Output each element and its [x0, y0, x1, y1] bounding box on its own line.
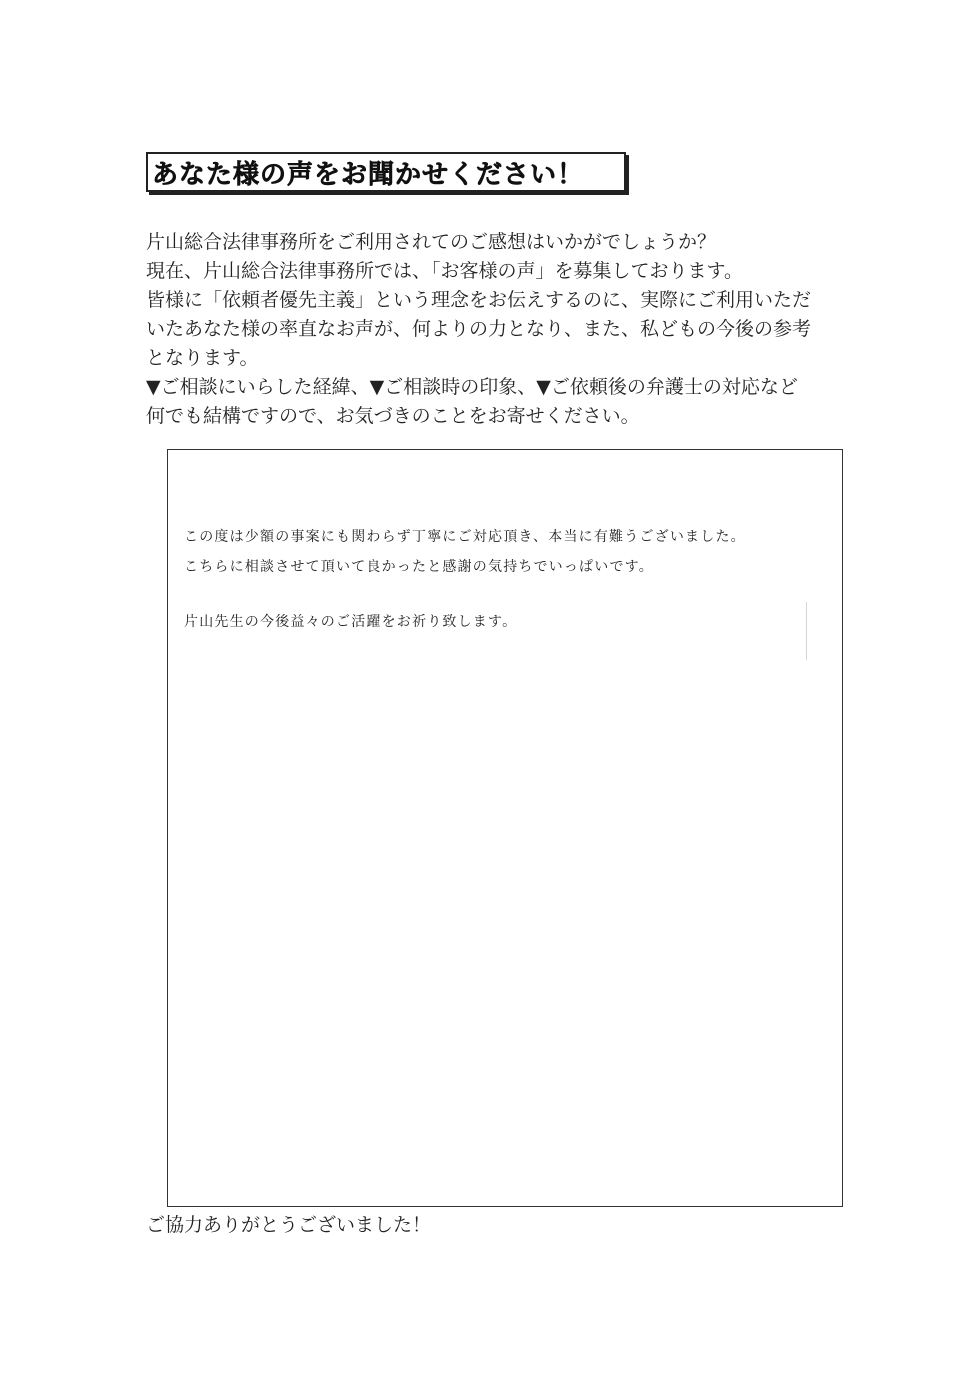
intro-line: 皆様に「依頼者優先主義」という理念をお伝えするのに、実際にご利用いただ: [146, 289, 812, 311]
answer-line: こちらに相談させて頂いて良かったと感謝の気持ちでいっぱいです。: [184, 559, 654, 575]
intro-line: 片山総合法律事務所をご利用されてのご感想はいかがでしょうか？: [146, 231, 717, 253]
answer-line: この度は少額の事案にも関わらず丁寧にご対応頂き、本当に有難うございました。: [184, 529, 746, 545]
intro-text: [146, 228, 856, 431]
closing-message: ご協力ありがとうございました！: [146, 1214, 432, 1236]
page-title: あなた様の声をお聞かせください！: [152, 159, 585, 190]
answer-line: 片山先生の今後益々のご活躍をお祈り致します。: [184, 614, 518, 630]
answer-box: [167, 449, 843, 1207]
page-title-box: [146, 152, 626, 192]
scan-artifact-line: [806, 602, 807, 660]
intro-line: 現在、片山総合法律事務所では、「お客様の声」を募集しております。: [146, 260, 743, 282]
intro-line: となります。: [146, 347, 259, 369]
intro-line: いたあなた様の率直なお声が、何よりの力となり、また、私どもの今後の参考: [146, 318, 812, 340]
intro-line: ▼ご相談にいらした経緯、▼ご相談時の印象、▼ご依頼後の弁護士の対応など: [146, 376, 798, 398]
intro-line: 何でも結構ですので、お気づきのことをお寄せください。: [146, 405, 640, 427]
